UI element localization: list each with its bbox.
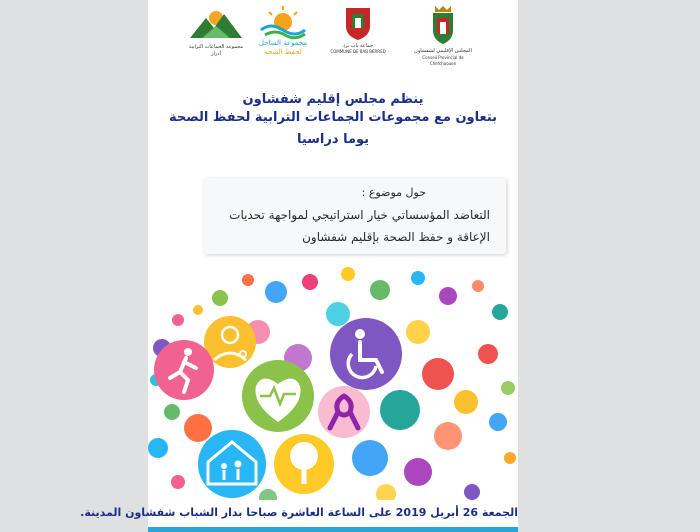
provincial-council-logo [413,4,473,70]
sahel-group-caption: مجموعة الساحل [258,39,308,47]
council-caption: المجلس الإقليمي لشفشاون [414,48,472,54]
bubble [380,390,420,430]
bubble [184,414,212,442]
runner-icon [154,340,214,400]
partnership-line: بتعاون مع مجموعات الجماعات الترابية لحفظ الصحة [168,110,498,125]
event-details: الجمعة 26 أبريل 2019 على الساعة العاشرة صباحا بدار الشباب شفشاون المدينة. [80,506,518,519]
sun-wave-icon [253,4,313,40]
rif-group-caption-2: أدرار [211,51,221,57]
heartbeat-icon [242,360,314,432]
topic-line-1: التعاضد المؤسساتي خيار استراتيجي لمواجهة تحديات [229,208,490,222]
tree-icon [274,434,334,494]
bubble [404,458,432,486]
council-caption-fr: Conseil Provincial de Chefchaouen [422,55,464,66]
commune-caption: جماعة باب برد [342,43,374,49]
topic-line-2: الإعاقة و حفظ الصحة بإقليم شفشاون [302,230,490,244]
topic-box [204,178,506,254]
sahel-group-caption-2: لحفظ الصحة [264,48,302,56]
commune-caption-fr: COMMUNE DE BAB BERRED [330,49,386,54]
rif-group-logo [186,4,246,64]
sahel-group-logo [253,4,313,64]
emblem-icon [413,4,473,46]
footer-accent-bar [148,527,518,532]
bubble [422,358,454,390]
organizer-line: ينظم مجلس إقليم شفشاون [242,92,424,107]
bubble [454,390,478,414]
shield-icon [328,4,388,42]
commune-logo [328,4,388,64]
health-circles-illustration [148,262,518,512]
mountain-icon [186,4,246,46]
event-type-line: يوما دراسيا [296,132,370,147]
family-home-icon [198,430,266,498]
wheelchair-icon [330,318,402,390]
poster [80,0,518,532]
topic-label: حول موضوع : [361,186,426,199]
awareness-ribbon-icon [318,386,370,438]
rif-group-caption: مجموعة الجماعات الترابية [188,44,244,50]
bubble [352,440,388,476]
